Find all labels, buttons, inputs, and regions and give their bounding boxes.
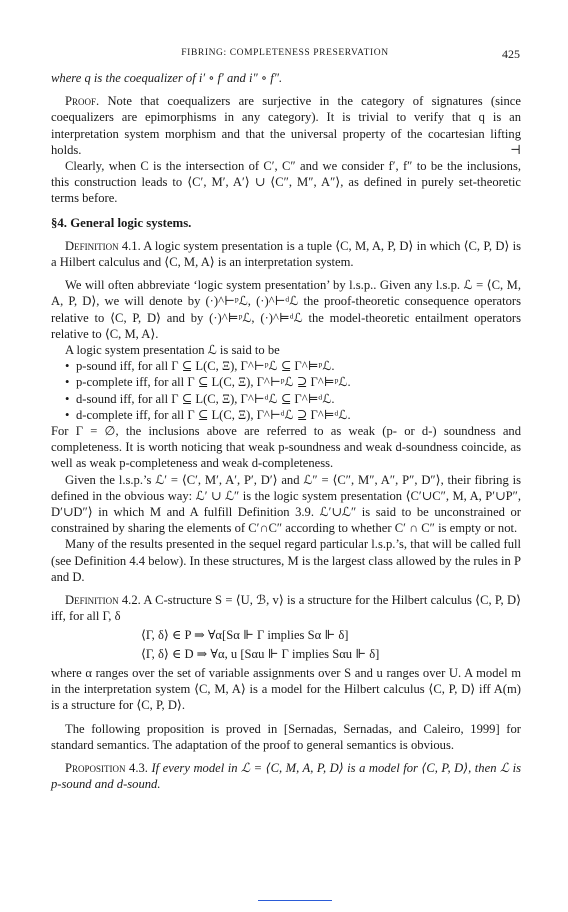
list-item: • d-sound iff, for all Γ ⊆ L(C, Ξ), Γ^⊢ᵈℒ ⊆ Γ^⊨ᵈℒ. — [65, 391, 521, 407]
said-to-be-line: A logic system presentation ℒ is said to be — [65, 343, 280, 358]
definition-4-2-label: Definition 4.2. — [65, 593, 141, 608]
definition-4-1 — [51, 238, 521, 270]
definition-4-1-text: A logic system presentation is a tuple ⟨C, M, A, P, D⟩ in which ⟨C, P, D⟩ is a Hilbert calculus and ⟨C, M, A⟩ is an interpretation system. — [51, 238, 521, 270]
definition-4-2-text: A C-structure S = ⟨U, ℬ, v⟩ is a structure for the Hilbert calculus ⟨C, P, D⟩ iff, for all Γ, δ — [51, 593, 521, 624]
display-formula-d: ⟨Γ, δ⟩ ∈ D ⇒ ∀α, u [Sαu ⊩ Γ implies Sαu ⊩ δ] — [141, 646, 380, 661]
definition-4-2 — [51, 592, 521, 624]
proof-label: Proof. — [65, 94, 100, 109]
proposition-4-3-text: If every model in ℒ = ⟨C, M, A, P, D⟩ is a model for ⟨C, P, D⟩, then ℒ is p-sound and d-sound. — [51, 760, 522, 792]
abbreviation-paragraph: We will often abbreviate ‘logic system presentation’ by l.s.p.. Given any l.s.p. ℒ = ⟨C, M, A, P, D⟩, we will denote by (·)^⊢ᵖℒ, (·)^⊢ᵈℒ the proof-theoretic consequence operators relative to ⟨C, P, D⟩ and by (·)^⊨ᵖℒ, (·)^⊨ᵈℒ the model-theoretic entailment operators relative to ⟨C, M, A⟩. — [51, 278, 521, 341]
list-item: • p-complete iff, for all Γ ⊆ L(C, Ξ), Γ^⊢ᵖℒ ⊇ Γ^⊨ᵖℒ. — [65, 374, 521, 390]
weak-paragraph: For Γ = ∅, the inclusions above are referred to as weak (p- or d-) soundness and completeness. It is worth noticing that weak p-soundness and weak d-soundness coincide, as well as weak p-completeness and weak d-completeness. — [51, 424, 521, 471]
page-body — [51, 70, 521, 792]
property-list — [51, 358, 521, 423]
proof-paragraph — [51, 93, 521, 158]
proposition-4-3 — [51, 760, 521, 792]
fibring-paragraph: Given the l.s.p.’s ℒ′ = ⟨C′, M′, A′, P′, D′⟩ and ℒ″ = ⟨C″, M″, A″, P″, D″⟩, their fibring is defined in the obvious way: ℒ′ ∪ ℒ″ is the logic system presentation ⟨C′∪C″, M, A, P′∪P″, D′∪D″⟩ in which M and A fulfill Definition 3.9. ℒ′∪ℒ″ is said to be unconstrained or constrained by sharing the elements of C′∩C″ according to whether C′ ∩ C″ is empty or not. — [51, 472, 521, 536]
footer-link-rule — [258, 900, 332, 901]
list-item: • d-complete iff, for all Γ ⊆ L(C, Ξ), Γ^⊢ᵈℒ ⊇ Γ^⊨ᵈℒ. — [65, 407, 521, 423]
qed-mark: ⊣ — [510, 142, 521, 157]
page-number: 425 — [502, 47, 520, 61]
assignment-paragraph: where α ranges over the set of variable assignments over S and u ranges over U. A model m in the interpretation system ⟨C, M, A⟩ is a model for the Hilbert calculus ⟨C, P, D⟩ iff A(m) is a structure for ⟨C, P, D⟩. — [51, 665, 521, 713]
proof-text: Note that coequalizers are surjective in the category of signatures (since coequalizers are epimorphisms in any category). It is trivial to verify that q is an interpretation system morphism and that the universal property of the cocartesian lifting holds. — [51, 94, 521, 157]
display-formula-p: ⟨Γ, δ⟩ ∈ P ⇒ ∀α[Sα ⊩ Γ implies Sα ⊩ δ] — [141, 627, 349, 642]
following-paragraph: The following proposition is proved in [Sernadas, Sernadas, and Caleiro, 1999] for standard semantics. The adaptation of the proof to general semantics is obvious. — [51, 721, 521, 752]
running-header — [50, 48, 520, 64]
section-heading: §4. General logic systems. — [51, 215, 192, 230]
coequalizer-line: where q is the coequalizer of i′ ∘ f′ and i″ ∘ f″. — [51, 71, 283, 85]
definition-4-1-label: Definition 4.1. — [65, 238, 141, 253]
full-lsp-paragraph: Many of the results presented in the sequel regard particular l.s.p.’s, that will be called full (see Definition 4.4 below). In these structures, M is the largest class allowed by the rules in P and D. — [51, 537, 521, 584]
running-title: FIBRING: COMPLETENESS PRESERVATION — [181, 48, 389, 58]
proposition-4-3-label: Proposition 4.3. — [65, 760, 148, 775]
list-item: • p-sound iff, for all Γ ⊆ L(C, Ξ), Γ^⊢ᵖℒ ⊆ Γ^⊨ᵖℒ. — [65, 358, 521, 374]
clearly-paragraph: Clearly, when C is the intersection of C′, C″ and we consider f′, f″ to be the inclusions, this construction leads to ⟨C′, M′, A′⟩ ∪ ⟨C″, M″, A″⟩, as defined in purely set-theoretic terms before. — [51, 159, 521, 206]
